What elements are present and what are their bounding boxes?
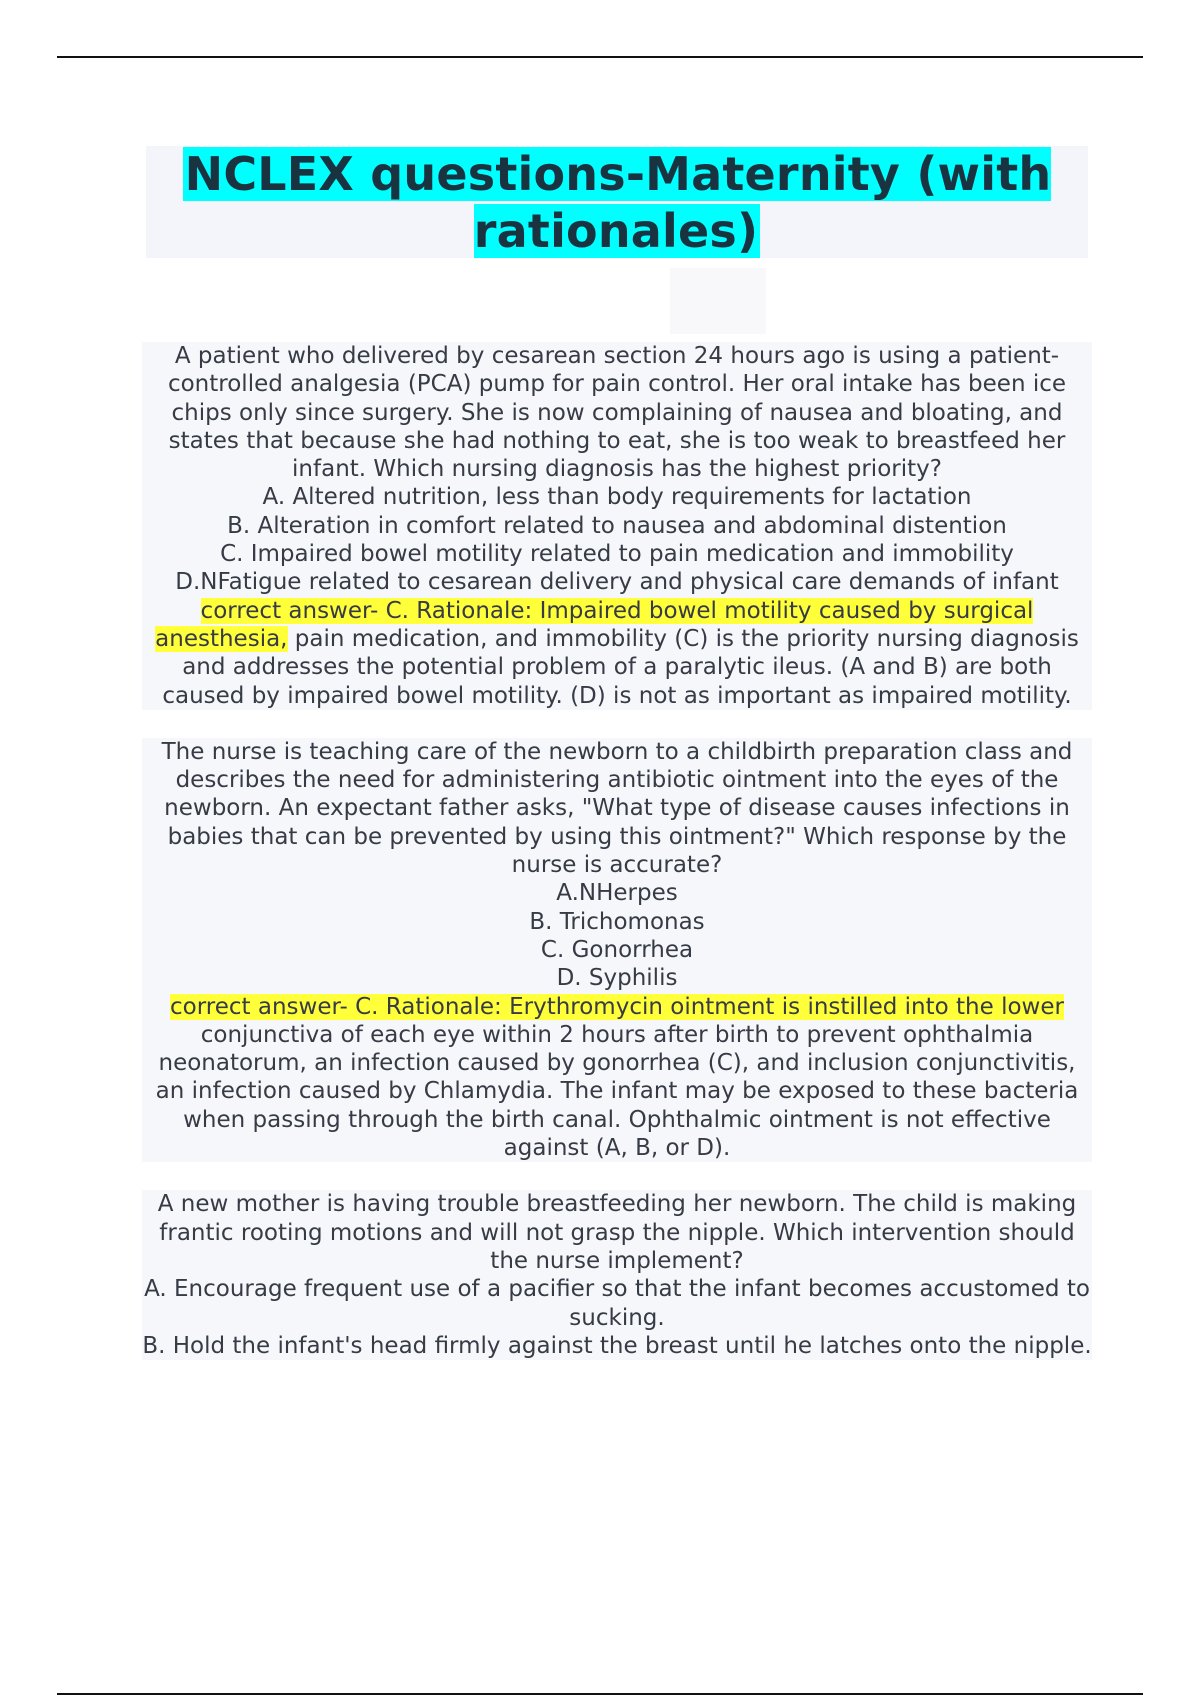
correct-answer-highlight: correct answer- C. Rationale: Erythromycin ointment is instilled into the lower: [170, 993, 1064, 1020]
answer-rationale: [142, 993, 1092, 1163]
correct-answer-highlight: correct answer- C. Rationale: Impaired bowel motility caused by surgical anesthesia,: [155, 597, 1034, 652]
answer-rationale: [142, 597, 1092, 710]
document-body: [142, 342, 1092, 1388]
document-title: [146, 146, 1088, 260]
question-option: B. Alteration in comfort related to nausea and abdominal distention: [227, 512, 1007, 539]
rationale-text: conjunctiva of each eye within 2 hours after birth to prevent ophthalmia neonatorum, an infection caused by gonorrhea (C), and inclusion conjunctivitis, an infection caused by Chlamydia. The infant may be exposed to these bacteria when passing through the birth canal. Ophthalmic ointment is not effective against (A, B, or D).: [155, 1021, 1079, 1162]
question-option: A. Encourage frequent use of a pacifier so that the infant becomes accustomed to sucking.: [144, 1276, 1090, 1331]
question-option: D. Syphilis: [556, 965, 678, 992]
question-stem: The nurse is teaching care of the newborn to a childbirth preparation class and describes the need for administering antibiotic ointment into the eyes of the newborn. An expectant father asks, "What type of disease causes infections in babies that can be prevented by using this ointment?" Which response by the nurse is accurate?: [161, 738, 1073, 879]
rationale-text: pain medication, and immobility (C) is the priority nursing diagnosis and addresses the potential problem of a paralytic ileus. (A and B) are both caused by impaired bowel motility. (D) is not as important as impaired motility.: [162, 625, 1079, 709]
question-block-1: [142, 342, 1092, 710]
footer-rule: [57, 1693, 1143, 1695]
header-rule: [57, 56, 1143, 58]
faint-artifact: [670, 268, 766, 334]
question-block-3: [142, 1190, 1092, 1360]
question-stem: A patient who delivered by cesarean section 24 hours ago is using a patient-controlled analgesia (PCA) pump for pain control. Her oral intake has been ice chips only since surgery. She is now complaining of nausea and bloating, and states that because she had nothing to eat, she is too weak to breastfeed her infant. Which nursing diagnosis has the highest priority?: [167, 343, 1067, 483]
question-option: A.NHerpes: [556, 880, 678, 907]
question-block-2: [142, 738, 1092, 1162]
question-option: C. Impaired bowel motility related to pain medication and immobility: [220, 541, 1014, 568]
question-option: B. Trichomonas: [529, 908, 705, 935]
question-stem: A new mother is having trouble breastfeeding her newborn. The child is making frantic rooting motions and will not grasp the nipple. Which intervention should the nurse implement?: [157, 1191, 1077, 1274]
title-block: [146, 146, 1088, 258]
question-option: B. Hold the infant's head firmly against the breast until he latches onto the nipple.: [142, 1332, 1092, 1359]
document-title-text: NCLEX questions-Maternity (with rationales): [184, 147, 1052, 258]
question-option: C. Gonorrhea: [540, 936, 694, 963]
question-option: A. Altered nutrition, less than body requirements for lactation: [262, 484, 972, 511]
question-option: D.NFatigue related to cesarean delivery and physical care demands of infant: [175, 569, 1059, 596]
